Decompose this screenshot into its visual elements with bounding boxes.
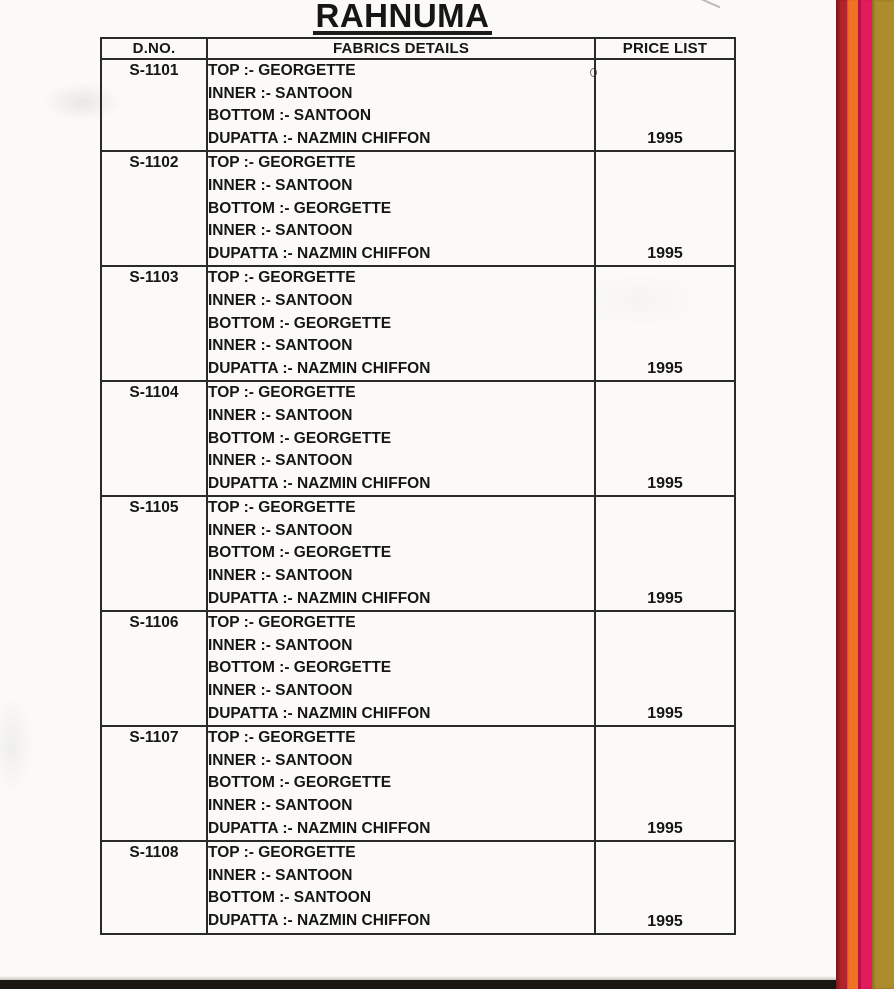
fabric-detail-line: INNER :- SANTOON	[208, 682, 353, 700]
price-cell: 1995	[595, 841, 735, 933]
fabric-detail-line: INNER :- SANTOON	[208, 222, 353, 240]
photo-bottom-edge	[0, 980, 846, 989]
fabric-table-body	[101, 59, 735, 934]
fabric-detail-line: TOP :- GEORGETTE	[208, 62, 356, 79]
fabric-detail-line: TOP :- GEORGETTE	[208, 154, 356, 172]
title-container	[86, 0, 719, 35]
table-header-row	[101, 38, 735, 59]
fabric-detail-line: BOTTOM :- GEORGETTE	[208, 314, 392, 332]
dno-cell: S-1103	[101, 266, 207, 381]
fabric-detail-line: TOP :- GEORGETTE	[208, 269, 356, 287]
dno-cell: S-1106	[101, 611, 207, 726]
fabric-detail-line: INNER :- SANTOON	[208, 866, 353, 884]
fabric-detail-line: DUPATTA :- NAZMIN CHIFFON	[208, 589, 431, 607]
price-cell: 1995	[595, 151, 735, 266]
fabric-stripe-olive	[872, 0, 894, 989]
price-cell: 1995	[595, 726, 735, 841]
fabric-detail-line: BOTTOM :- GEORGETTE	[208, 544, 392, 562]
details-cell	[207, 151, 595, 266]
header-fabrics-details: FABRICS DETAILS	[207, 38, 595, 59]
details-cell	[207, 381, 595, 496]
fabric-detail-line: TOP :- GEORGETTE	[208, 499, 356, 517]
dno-cell: S-1107	[101, 726, 207, 841]
table-row	[101, 841, 735, 933]
price-cell: 1995	[595, 611, 735, 726]
table-row	[101, 496, 735, 611]
fabric-detail-line: INNER :- SANTOON	[208, 291, 353, 309]
fabric-detail-line: BOTTOM :- GEORGETTE	[208, 429, 392, 447]
dno-cell: S-1105	[101, 496, 207, 611]
price-cell: 1995	[595, 59, 735, 151]
fabric-detail-line: BOTTOM :- GEORGETTE	[208, 774, 392, 792]
ink-artifact	[590, 68, 597, 77]
dno-cell: S-1102	[101, 151, 207, 266]
dno-cell: S-1108	[101, 841, 207, 933]
price-cell: 1995	[595, 381, 735, 496]
fabric-detail-line: INNER :- SANTOON	[208, 406, 353, 424]
details-cell	[207, 611, 595, 726]
price-cell: 1995	[595, 496, 735, 611]
fabric-detail-line: INNER :- SANTOON	[208, 84, 353, 102]
table-row	[101, 151, 735, 266]
header-dno: D.NO.	[101, 38, 207, 59]
details-cell	[207, 59, 595, 151]
fabric-detail-line: DUPATTA :- NAZMIN CHIFFON	[208, 911, 431, 929]
table-row	[101, 266, 735, 381]
fabric-detail-line: DUPATTA :- NAZMIN CHIFFON	[208, 244, 431, 262]
fabric-detail-line: INNER :- SANTOON	[208, 797, 353, 814]
fabric-detail-line: INNER :- SANTOON	[208, 176, 353, 194]
fabric-detail-line: DUPATTA :- NAZMIN CHIFFON	[208, 129, 431, 147]
fabric-stripe-magenta	[858, 0, 872, 989]
dno-cell: S-1104	[101, 381, 207, 496]
fabric-detail-line: BOTTOM :- SANTOON	[208, 889, 372, 907]
fabric-detail-line: TOP :- GEORGETTE	[208, 729, 356, 747]
fabric-detail-line: BOTTOM :- GEORGETTE	[208, 199, 392, 217]
fabric-stripe-red	[836, 0, 847, 989]
fabric-detail-line: DUPATTA :- NAZMIN CHIFFON	[208, 474, 431, 492]
fabric-price-table	[100, 37, 736, 935]
details-cell	[207, 726, 595, 841]
fabric-detail-line: INNER :- SANTOON	[208, 452, 353, 470]
table-row	[101, 381, 735, 496]
details-cell	[207, 266, 595, 381]
fabric-detail-line: TOP :- GEORGETTE	[208, 614, 356, 632]
table-row	[101, 726, 735, 841]
table-row	[101, 611, 735, 726]
fabric-detail-line: DUPATTA :- NAZMIN CHIFFON	[208, 819, 431, 837]
details-cell	[207, 841, 595, 933]
fabric-detail-line: INNER :- SANTOON	[208, 337, 353, 355]
fabric-detail-line: TOP :- GEORGETTE	[208, 844, 356, 862]
fabric-detail-line: INNER :- SANTOON	[208, 751, 353, 769]
fabric-detail-line: DUPATTA :- NAZMIN CHIFFON	[208, 704, 431, 722]
fabric-stripe-orange	[847, 0, 858, 989]
fabric-detail-line: TOP :- GEORGETTE	[208, 384, 356, 402]
price-cell: 1995	[595, 266, 735, 381]
document-title: RAHNUMA	[313, 0, 493, 35]
fabric-detail-line: INNER :- SANTOON	[208, 636, 353, 654]
fabric-detail-line: BOTTOM :- GEORGETTE	[208, 659, 392, 677]
table-row	[101, 59, 735, 151]
fabric-detail-line: BOTTOM :- SANTOON	[208, 107, 372, 125]
details-cell	[207, 496, 595, 611]
dno-cell: S-1101	[101, 59, 207, 151]
fabric-detail-line: INNER :- SANTOON	[208, 521, 353, 539]
fabric-detail-line: DUPATTA :- NAZMIN CHIFFON	[208, 359, 431, 377]
header-price-list: PRICE LIST	[595, 38, 735, 59]
fabric-detail-line: INNER :- SANTOON	[208, 567, 353, 585]
